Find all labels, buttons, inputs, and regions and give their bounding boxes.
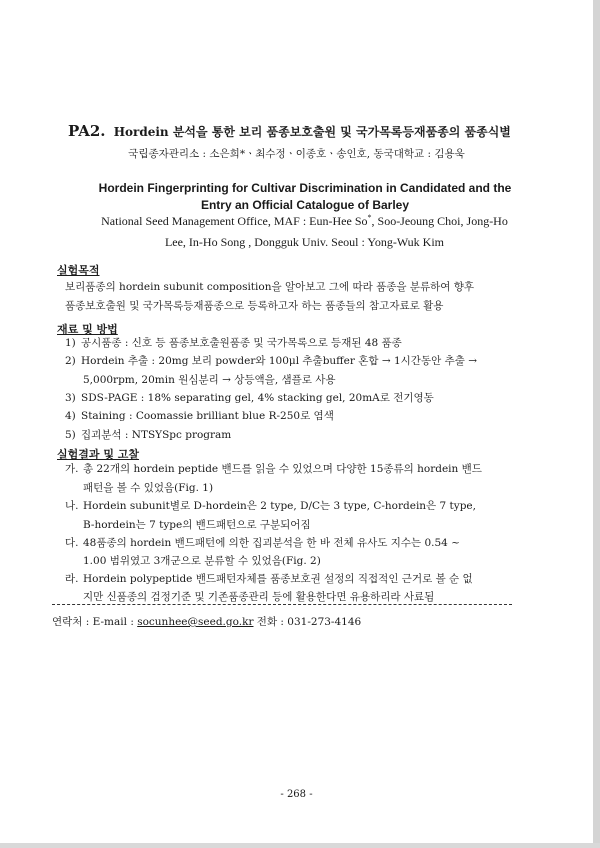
- method-item-4: [65, 407, 334, 426]
- contact-phone: 전화 : 031-273-4146: [253, 616, 362, 628]
- abstract-title: [68, 122, 511, 140]
- method-item-3: [65, 389, 434, 408]
- method-item-number: 2): [65, 355, 76, 367]
- result-item-1-continued: 패턴을 볼 수 있었음(Fig. 1): [83, 482, 214, 494]
- english-title: [40, 180, 570, 214]
- purpose-heading: 실험목적: [57, 264, 100, 277]
- contact-email-link[interactable]: socunhee@seed.go.kr: [137, 616, 254, 628]
- contact-line: [52, 614, 361, 629]
- result-item-text: 총 22개의 hordein peptide 밴드를 읽을 수 있었으며 다양한 15종류의 hordein 밴드: [83, 463, 482, 475]
- english-title-line-1: Hordein Fingerprinting for Cultivar Discrimination in Candidated and the: [98, 181, 512, 195]
- contact-label: 연락처 : E-mail :: [52, 616, 138, 628]
- method-item-text: 공시품종 : 신호 등 품종보호출원품종 및 국가목록으로 등재된 48 품종: [81, 337, 402, 349]
- result-item-number: 라.: [65, 573, 79, 585]
- english-authors: [52, 211, 557, 253]
- result-item-number: 다.: [65, 537, 79, 549]
- method-item-number: 1): [65, 337, 76, 349]
- english-authors-line-1: [52, 211, 557, 232]
- korean-authors: 국립종자관리소 : 소은희*ㆍ최수정ㆍ이종호ㆍ송인호, 동국대학교 : 김용욱: [128, 148, 465, 160]
- scan-edge-bottom: [0, 843, 600, 848]
- method-item-1: [65, 334, 402, 353]
- method-item-number: 4): [65, 410, 76, 422]
- scan-edge-right: [593, 0, 600, 848]
- corresponding-author-mark: *: [367, 213, 372, 222]
- result-item-2: [65, 497, 476, 516]
- results-heading: 실험결과 및 고찰: [57, 448, 140, 461]
- result-item-text: 48품종의 hordein 밴드패턴에 의한 집괴분석을 한 바 전체 유사도 지수는 0.54 ~: [83, 537, 460, 549]
- purpose-line-2: 품종보호출원 및 국가목록등재품종으로 등록하고자 하는 품종들의 참고자료로 활용: [65, 300, 444, 312]
- english-authors-part-b: , Soo-Jeoung Choi, Jong-Ho: [371, 214, 508, 228]
- method-item-text: SDS-PAGE : 18% separating gel, 4% stacking gel, 20mA로 전기영동: [81, 392, 434, 404]
- result-item-text: Hordein polypeptide 밴드패턴자체를 품종보호권 설정의 직접적인 근거로 볼 순 없: [83, 573, 473, 585]
- english-title-line-2: Entry an Official Catalogue of Barley: [200, 198, 410, 212]
- purpose-line-1: 보리품종의 hordein subunit composition을 알아보고 그에 따라 품종을 분류하여 향후: [65, 281, 475, 293]
- purpose-text: [65, 278, 515, 316]
- result-item-3: [65, 534, 460, 553]
- method-item-5: [65, 426, 231, 445]
- abstract-code: PA2.: [68, 122, 106, 140]
- method-item-number: 3): [65, 392, 76, 404]
- result-item-3-continued: 1.00 범위였고 3개군으로 분류할 수 있었음(Fig. 2): [83, 555, 321, 567]
- result-item-4-continued: 지만 신품종의 검정기준 및 기존품종관리 등에 활용한다면 유용하리라 사료됨: [83, 591, 435, 603]
- english-authors-line-2: Lee, In-Ho Song , Dongguk Univ. Seoul : Yong-Wuk Kim: [164, 235, 445, 249]
- page-number: - 268 -: [280, 789, 313, 800]
- method-item-text: Staining : Coomassie brilliant blue R-250로 염색: [81, 410, 334, 422]
- result-item-1: [65, 460, 482, 479]
- result-item-text: Hordein subunit별로 D-hordein은 2 type, D/C는 3 type, C-hordein은 7 type,: [83, 500, 476, 512]
- korean-title: Hordein 분석을 통한 보리 품종보호출원 및 국가목록등재품종의 품종식별: [113, 125, 511, 139]
- result-item-number: 나.: [65, 500, 79, 512]
- english-authors-part-a: National Seed Management Office, MAF : Eun-Hee So: [101, 214, 368, 228]
- method-item-2-continued: 5,000rpm, 20min 원심분리 → 상등액을, 샘플로 사용: [83, 374, 336, 386]
- method-item-number: 5): [65, 429, 76, 441]
- methods-heading: 재료 및 방법: [57, 323, 118, 336]
- method-item-2: [65, 352, 477, 371]
- method-item-text: 집괴분석 : NTSYSpc program: [81, 429, 232, 441]
- result-item-number: 가.: [65, 463, 79, 475]
- dashed-divider: [52, 604, 512, 605]
- result-item-2-continued: B-hordein는 7 type의 밴드패턴으로 구분되어짐: [83, 519, 311, 531]
- result-item-4: [65, 570, 473, 589]
- method-item-text: Hordein 추출 : 20mg 보리 powder와 100μl 추출buffer 혼합 → 1시간동안 추출 →: [81, 355, 477, 367]
